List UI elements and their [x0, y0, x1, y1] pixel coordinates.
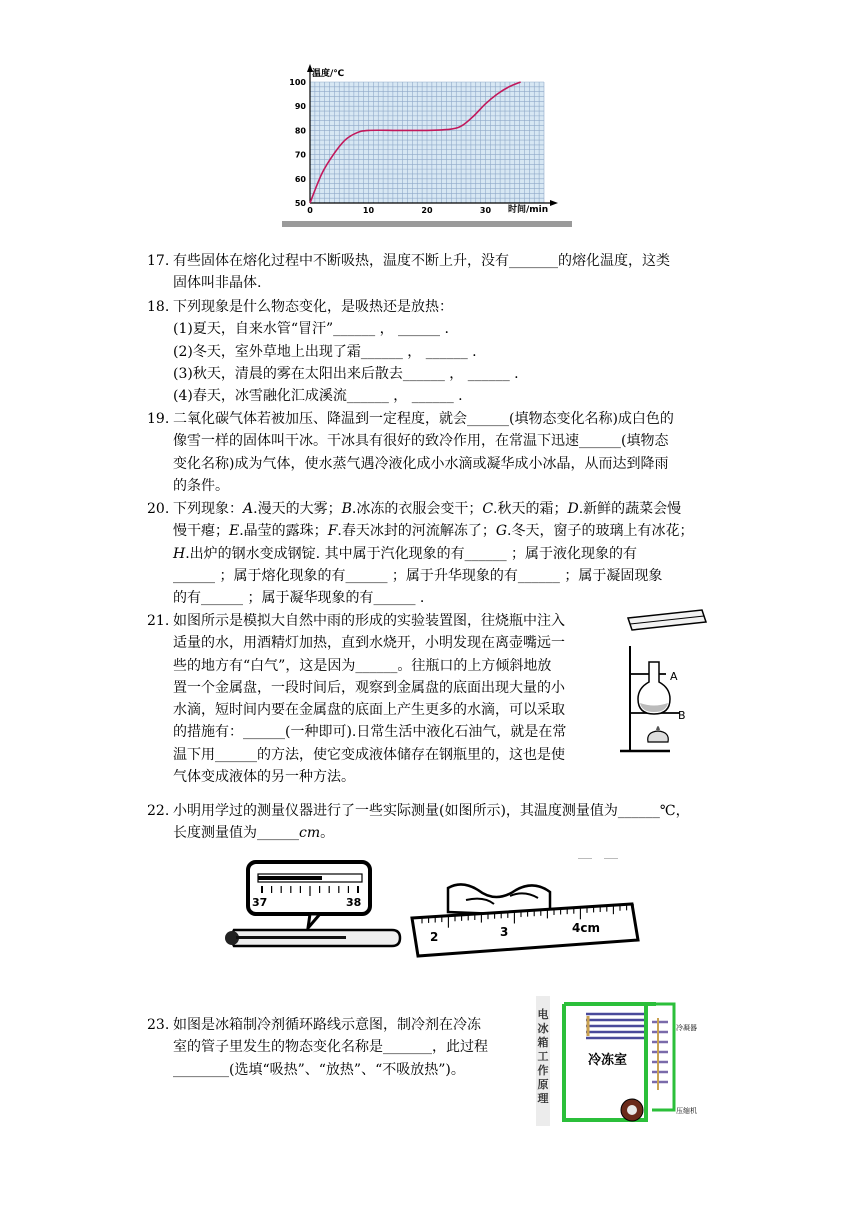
- thermometer-figure: [222, 858, 406, 960]
- question-line: 气体变成液体的另一种方法。: [173, 769, 355, 786]
- condenser-label: 冷凝器: [676, 1024, 697, 1032]
- x-tick-labels: [307, 206, 491, 215]
- alcohol-lamp: [648, 726, 669, 742]
- question-line: 些的地方有“白气”，这是因为______。往瓶口的上方倾斜地放: [173, 657, 552, 674]
- svg-text:电冰箱工作原理: [538, 1007, 550, 1105]
- scale-label-38: 38: [346, 896, 362, 909]
- scan-mark: [578, 858, 592, 859]
- y-tick-label: 50: [294, 199, 306, 208]
- scale-label-37: 37: [252, 896, 268, 909]
- y-axis-label: 温度/℃: [312, 69, 345, 79]
- y-tick-label: 100: [289, 78, 306, 87]
- label-a: A: [670, 670, 678, 683]
- side-label-panel: [536, 996, 550, 1126]
- question-number: 22.: [147, 803, 170, 819]
- freezer-label: 冷冻室: [588, 1053, 628, 1068]
- ruler-label-3: 3: [500, 925, 509, 939]
- side-label-char: 箱: [537, 1036, 549, 1049]
- question-line: 的措施有：______(一种即可).日常生活中液化石油气，就是在常: [173, 724, 567, 741]
- question-line: ______ ；属于熔化现象的有______ ；属于升华现象的有______ ；属于凝固现象: [173, 567, 663, 584]
- question-number: 23.: [147, 1017, 170, 1033]
- question-line: 变化名称)成为气体，使水蒸气遇冷液化成小水滴或凝华成小冰晶，从而达到降雨: [173, 455, 669, 472]
- question-line: 的有______ ；属于凝华现象的有______ .: [173, 590, 425, 607]
- question-line: 长度测量值为______cm。: [173, 825, 335, 842]
- y-tick-label: 80: [294, 126, 306, 136]
- question-line: (2)冬天，室外草地上出现了霜______ ， ______ .: [173, 343, 477, 360]
- question-line: 二氧化碳气体若被加压、降温到一定程度，就会______(填物态变化名称)成白色的: [173, 411, 674, 427]
- metal-plate: [628, 610, 706, 630]
- side-label-char: 原: [537, 1078, 549, 1091]
- question-line: 有些固体在熔化过程中不断吸热，温度不断上升，没有_______的熔化温度，这类: [173, 253, 670, 269]
- question-number: 17.: [147, 253, 170, 269]
- y-tick-labels: [289, 78, 306, 208]
- ruler-label-2: 2: [430, 930, 439, 944]
- question-number: 20.: [147, 501, 170, 517]
- flask: [638, 662, 670, 714]
- question-line: 固体叫非晶体.: [173, 275, 262, 292]
- label-b: B: [678, 709, 686, 722]
- question-line: (3)秋天，清晨的雾在太阳出来后散去______ ， ______ .: [173, 365, 519, 382]
- question-line: 下列现象是什么物态变化，是吸热还是放热：: [173, 299, 453, 315]
- y-tick-label: 70: [294, 150, 306, 160]
- question-line: 水滴，短时间内要在金属盘的底面上产生更多的水滴，可以采取: [173, 702, 565, 719]
- compressor: [621, 1099, 643, 1121]
- x-axis-label: 时间/min: [508, 205, 549, 215]
- question-line: 如图所示是模拟大自然中雨的形成的实验装置图，往烧瓶中注入: [173, 613, 565, 629]
- question-number: 21.: [147, 613, 170, 629]
- side-label-char: 冰: [537, 1022, 549, 1035]
- y-tick-label: 60: [294, 174, 306, 184]
- x-tick-label: 30: [479, 206, 492, 215]
- ruler-label-4cm: 4cm: [572, 921, 600, 935]
- temperature-time-chart: [282, 60, 572, 228]
- question-line: 小明用学过的测量仪器进行了一些实际测量(如图所示)，其温度测量值为______℃，: [173, 803, 690, 819]
- question-line: 如图是冰箱制冷剂循环路线示意图，制冷剂在冷冻: [173, 1017, 481, 1033]
- question-line: 温下用______的方法，使它变成液体储存在钢瓶里的，这也是使: [173, 746, 565, 763]
- question-line: 置一个金属盘，一段时间后，观察到金属盘的底面出现大量的小: [173, 679, 565, 696]
- question-line: H.出炉的钢水变成钢锭. 其中属于汽化现象的有______ ；属于液化现象的有: [173, 545, 638, 562]
- side-label-char: 工: [537, 1050, 549, 1063]
- question-line: 适量的水，用酒精灯加热，直到水烧开，小明发现在离壶嘴远一: [173, 635, 565, 652]
- question-line: 下列现象：A.漫天的大雾；B.冰冻的衣服会变干；C.秋天的霜；D.新鲜的蔬菜会慢: [173, 501, 682, 517]
- mercury-column-magnified: [258, 876, 322, 880]
- compressor-label: 压缩机: [676, 1107, 697, 1115]
- y-tick-label: 90: [294, 102, 306, 112]
- question-line: 的条件。: [173, 477, 229, 494]
- side-label-char: 理: [537, 1092, 549, 1105]
- question-line: ________(选填“吸热”、“放热”、“不吸放热”)。: [173, 1061, 465, 1078]
- question-number: 18.: [147, 299, 170, 315]
- side-label-char: 作: [537, 1064, 549, 1077]
- ruler-body: [412, 904, 638, 956]
- question-line: 室的管子里发生的物态变化名称是_______，此过程: [173, 1039, 488, 1056]
- question-line: (4)春天，冰雪融化汇成溪流______ ， ______ .: [173, 388, 463, 405]
- x-axis-arrow: [550, 200, 558, 206]
- refrigerator-diagram: [534, 992, 714, 1132]
- question-line: 慢干瘪；E.晶莹的露珠；F.春天冰封的河流解冻了；G.冬天，窗子的玻璃上有冰花；: [173, 523, 694, 540]
- thermometer-body: [225, 930, 400, 946]
- ruler-figure: [408, 860, 642, 964]
- callout-pointer: [308, 914, 320, 928]
- scan-mark: [604, 858, 618, 859]
- rain-simulation-apparatus: [618, 606, 710, 756]
- x-tick-label: 0: [307, 206, 313, 215]
- question-number: 19.: [147, 411, 170, 427]
- x-tick-label: 20: [421, 206, 433, 215]
- question-line: (1)夏天，自来水管“冒汗”______ ， ______ .: [173, 321, 449, 338]
- side-label-char: 电: [537, 1008, 549, 1021]
- question-line: 像雪一样的固体叫干冰。干冰具有很好的致冷作用，在常温下迅速______(填物态: [173, 433, 669, 450]
- x-tick-label: 10: [362, 206, 375, 215]
- figure-bottom-bar: [282, 221, 572, 227]
